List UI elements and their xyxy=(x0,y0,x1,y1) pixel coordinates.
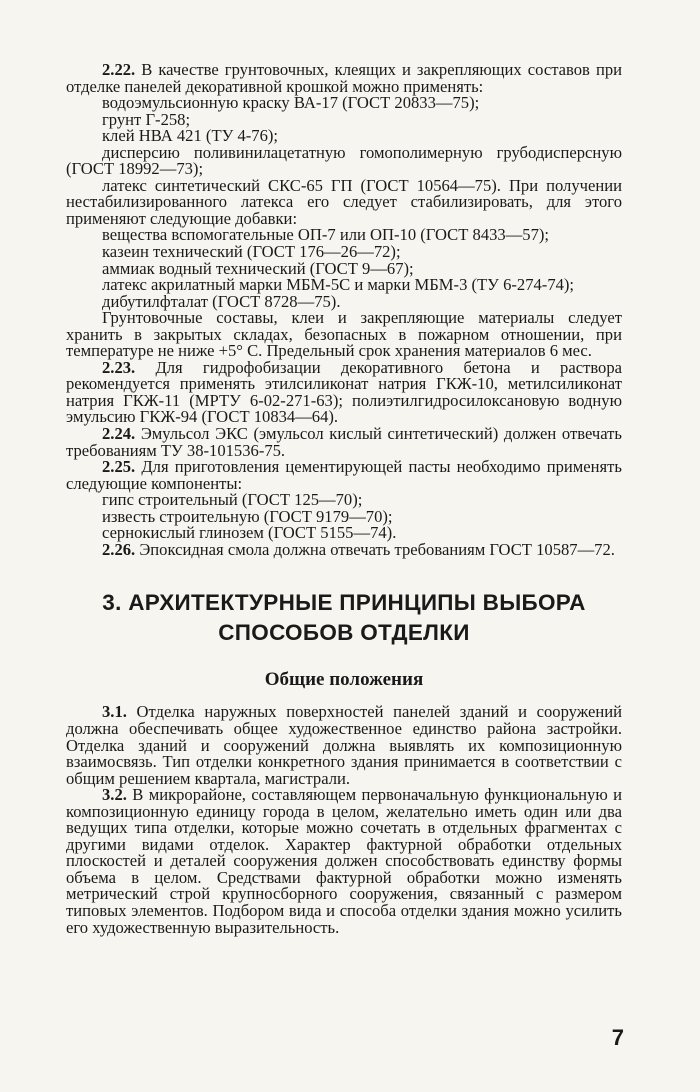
text-column xyxy=(66,62,622,936)
clause-number: 3.2. xyxy=(102,785,127,805)
paragraph-text: Эпоксидная смола должна отвечать требованиям ГОСТ 10587—72. xyxy=(135,539,615,559)
clause-number: 2.24. xyxy=(102,424,136,444)
paragraph-text: Для приготовления цементирующей пасты необходимо применять следующие компоненты: xyxy=(66,457,622,493)
general-provisions-section xyxy=(66,704,622,936)
paragraph xyxy=(66,539,622,559)
paragraph-text: водоэмульсионную краску ВА-17 (ГОСТ 20833—75); xyxy=(102,93,480,113)
paragraph-text: латекс синтетический СКС-65 ГП (ГОСТ 10564—75). При получении нестабилизированного латекса его следует стабилизировать, для этого применяют следующие добавки: xyxy=(66,175,622,228)
paragraph-text: сернокислый глинозем (ГОСТ 5155—74). xyxy=(102,523,397,543)
section-heading-line-2: СПОСОБОВ ОТДЕЛКИ xyxy=(218,620,470,646)
paragraph xyxy=(66,357,622,427)
paragraph xyxy=(66,310,622,360)
paragraph xyxy=(66,142,622,179)
paragraph-text: Грунтовочные составы, клеи и закрепляющие материалы следует хранить в закрытых складах, безопасных в пожарном отношении, при температуре не ниже +5° С. Предельный срок хранения материалов 6 мес. xyxy=(66,308,622,361)
paragraph-text: Отделка наружных поверхностей панелей зданий и сооружений должна обеспечивать общее художественное единство района застройки. Отделка зданий и сооружений должна выявлять их композиционную взаимосвязь. Тип отделки конкретного здания принимается в соответствии с общим решением квартала, магистрали. xyxy=(66,702,622,788)
paragraph-text: Эмульсол ЭКС (эмульсол кислый синтетический) должен отвечать требованиям ТУ 38-101536-75. xyxy=(66,424,622,460)
clause-number: 3.1. xyxy=(102,702,127,722)
page-number: 7 xyxy=(611,1025,624,1050)
section-heading-line-1: 3. АРХИТЕКТУРНЫЕ ПРИНЦИПЫ ВЫБОРА xyxy=(102,590,586,616)
paragraph-text: дибутилфталат (ГОСТ 8728—75). xyxy=(102,291,341,311)
clause-number: 2.26. xyxy=(102,539,136,559)
paragraph xyxy=(66,704,622,787)
paragraph xyxy=(66,175,622,228)
paragraph-text: аммиак водный технический (ГОСТ 9—67); xyxy=(102,258,414,278)
clause-number: 2.25. xyxy=(102,457,136,477)
paragraph xyxy=(66,426,622,459)
paragraph xyxy=(66,459,622,492)
paragraph xyxy=(66,62,622,95)
paragraph-text: казеин технический (ГОСТ 176—26—72); xyxy=(102,242,401,262)
section-heading xyxy=(66,588,622,648)
paragraph-text: Для гидрофобизации декоративного бетона и раствора рекомендуется применять этилсиликонат натрия ГКЖ-10, метилсиликонат натрия ГКЖ-11 (МРТУ 6-02-271-63); полиэтилгидросилоксановую водную эмульсию ГКЖ-94 (ГОСТ 10834—64). xyxy=(66,357,622,427)
paragraph-text: латекс акрилатный марки МБМ-5С и марки МБМ-3 (ТУ 6-274-74); xyxy=(102,275,575,295)
paragraph xyxy=(66,787,622,936)
clause-number: 2.22. xyxy=(102,60,136,79)
materials-list-section xyxy=(66,62,622,558)
subsection-heading: Общие положения xyxy=(264,669,424,691)
paragraph-text: вещества вспомогательные ОП-7 или ОП-10 (ГОСТ 8433—57); xyxy=(102,225,550,245)
paragraph-text: В качестве грунтовочных, клеящих и закрепляющих составов при отделке панелей декоративной крошкой можно применять: xyxy=(66,60,622,96)
paragraph-text: грунт Г-258; xyxy=(102,109,191,129)
paragraph-text: гипс строительный (ГОСТ 125—70); xyxy=(102,490,363,510)
clause-number: 2.23. xyxy=(102,357,136,377)
paragraph-text: дисперсию поливинилацетатную гомополимерную грубодисперсную (ГОСТ 18992—73); xyxy=(66,142,622,179)
paragraph-text: В микрорайоне, составляющем первоначальную функциональную и композиционную единицу города в целом, желательно иметь один или два ведущих типа отделки, которые можно сочетать в отдельных фрагментах с другими видами отделок. Характер фактурной обработки отдельных плоскостей и деталей сооружения должен способствовать единству формы объема в целом. Средствами фактурной обработки можно изменять метрический строй крупносборного сооружения, связанный с размером типовых элементов. Подбором вида и способа отделки здания можно усилить его художественную выразительность. xyxy=(66,785,622,937)
paragraph-text: известь строительную (ГОСТ 9179—70); xyxy=(102,506,393,526)
paragraph-text: клей НВА 421 (ТУ 4-76); xyxy=(102,126,279,146)
